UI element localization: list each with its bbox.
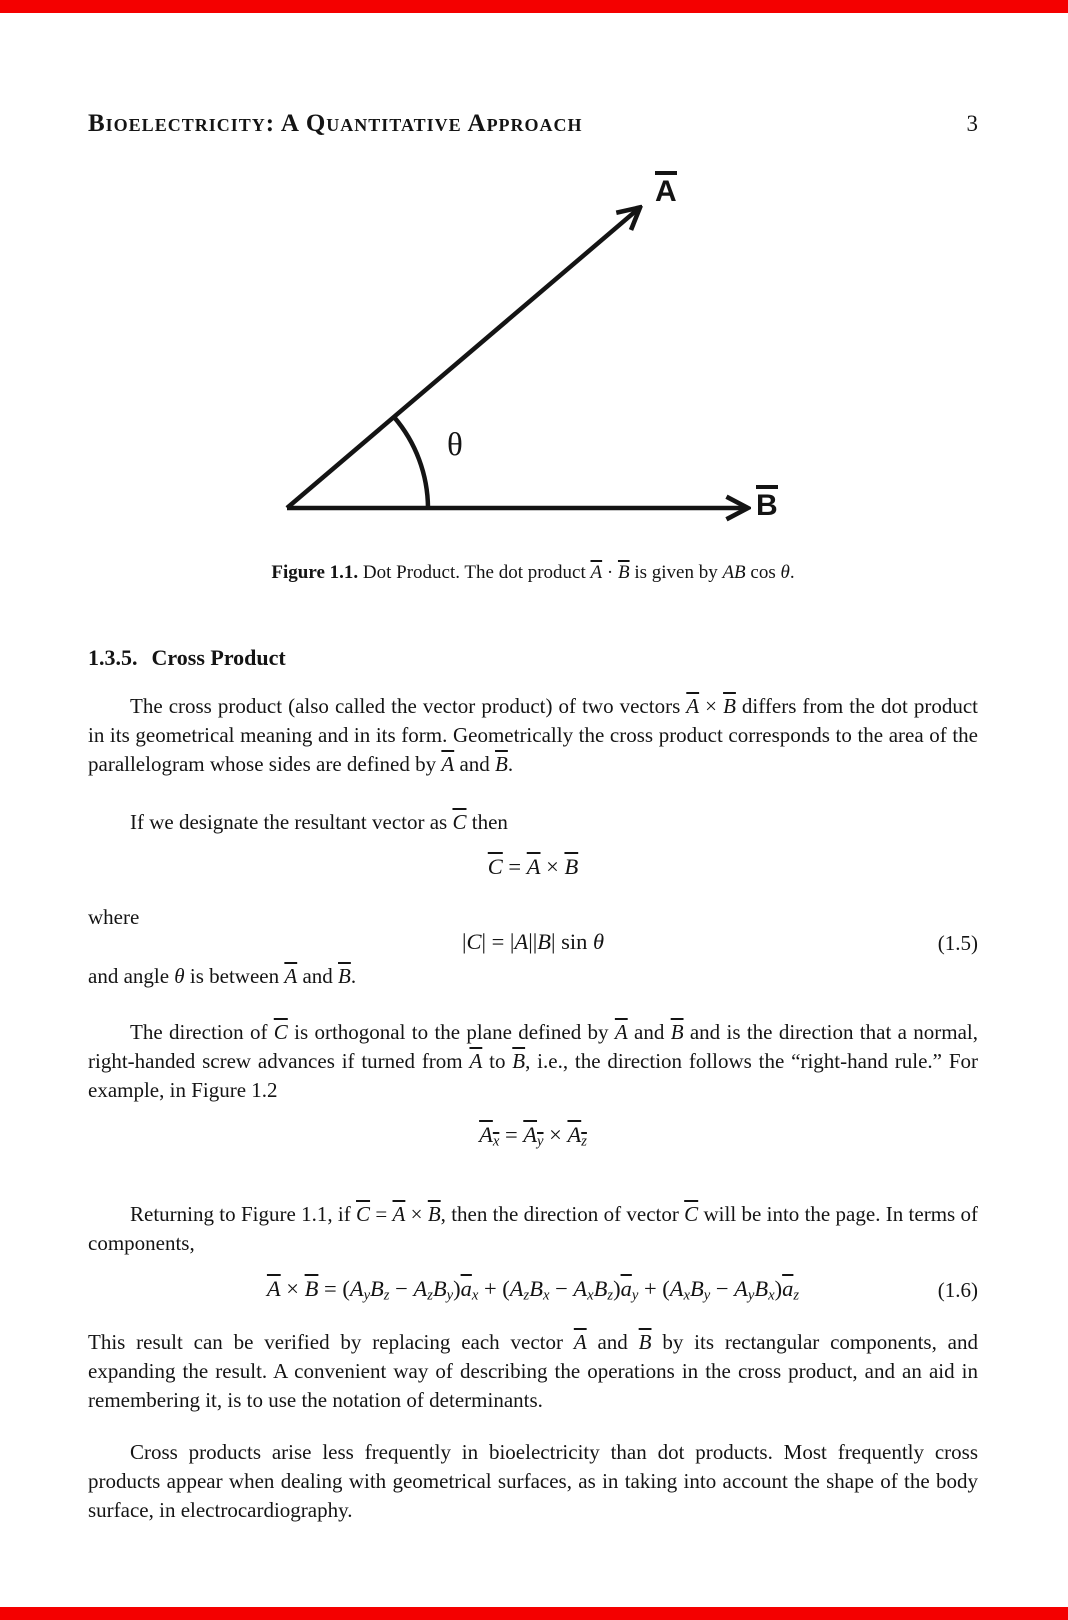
dot-product-diagram (0, 160, 1068, 540)
figure-caption: Figure 1.1. Dot Product. The dot product $\overline{A} \cdot \overline{B}$ is given by AB cos θ. (271, 562, 795, 583)
vector-a-arrow (287, 210, 637, 508)
equation-components (88, 1274, 978, 1304)
equation-body: $A_x = A_y \times A_z$ (479, 1122, 587, 1150)
paragraph-result-verified: This result can be verified by replacing each vector $\overline{A}$ and $\overline{B}$ by its rectangular components, and expanding the result. A convenient way of describing the operations in the cross product, and an aid in remembering it, is to use the notation of determinants. (88, 1330, 978, 1412)
paragraph-cross-products-usage: Cross products arise less frequently in bioelectricity than dot products. Most frequently cross products appear when dealing with geometrical surfaces, as in taking into account the shape of the body surface, in electrocardiography. (88, 1440, 978, 1522)
paragraph-designate-c: If we designate the resultant vector as $\overline{C}$ then (130, 810, 508, 834)
figure-1-1 (0, 0, 1068, 560)
theta-label: θ (447, 427, 463, 463)
where-label: where (88, 905, 140, 929)
equation-body: |C| = |A||B| sin θ (461, 929, 605, 954)
paragraph-returning-figure: Returning to Figure 1.1, if $\overline{C} = \overline{A} \times \overline{B}$, then the direction of vector $\overline{C}$ will be into the page. In terms of components, (88, 1202, 979, 1255)
page-number: 3 (966, 111, 978, 136)
vector-b-label: B (756, 485, 778, 521)
equation-unit-axes (88, 1120, 978, 1150)
angle-between-line: and angle θ is between $\overline{A}$ and $\overline{B}$. (88, 964, 357, 988)
section-number: 1.3.5. (88, 645, 138, 670)
equation-number-1-5: (1.5) (937, 931, 978, 955)
equation-c-equals-a-cross-b (88, 852, 978, 882)
equation-number-1-6: (1.6) (937, 1278, 978, 1302)
section-title: Cross Product (151, 645, 286, 670)
equation-body: $\overline{C} = \overline{A} \times \overline{B}$ (487, 854, 579, 879)
equation-body: $\overline{A} \times \overline{B} = (A_yB_z - A_zB_y)\overline{a}_x + (A_zB_x - A_xB_z)\overline{a}_y + (A_xB_y - A_yB_x)\overline{a}_z$ (266, 1276, 800, 1304)
angle-arc (394, 417, 428, 508)
paragraph-cross-product-intro: The cross product (also called the vector product) of two vectors $\overline{A} \times \overline{B}$ differs from the dot product in its geometrical meaning and in its form. Geometrically the cross product corresponds to the area of the parallelogram whose sides are defined by $\overline{A}$ and $\overline{B}$. (88, 694, 978, 776)
red-bar-bottom (0, 1607, 1068, 1620)
vector-a-label: A (655, 171, 677, 207)
running-title: Bioelectricity: A Quantitative Approach (88, 110, 583, 137)
equation-magnitude (88, 927, 978, 957)
section-heading (88, 645, 978, 671)
paragraph-direction-of-c: The direction of $\overline{C}$ is orthogonal to the plane defined by $\overline{A}$ and $\overline{B}$ and is the direction that a normal, right-handed screw advances if turned from $\overline{A}$ to $\overline{B}$, i.e., the direction follows the “right-hand rule.” For example, in Figure 1.2 (88, 1020, 978, 1102)
